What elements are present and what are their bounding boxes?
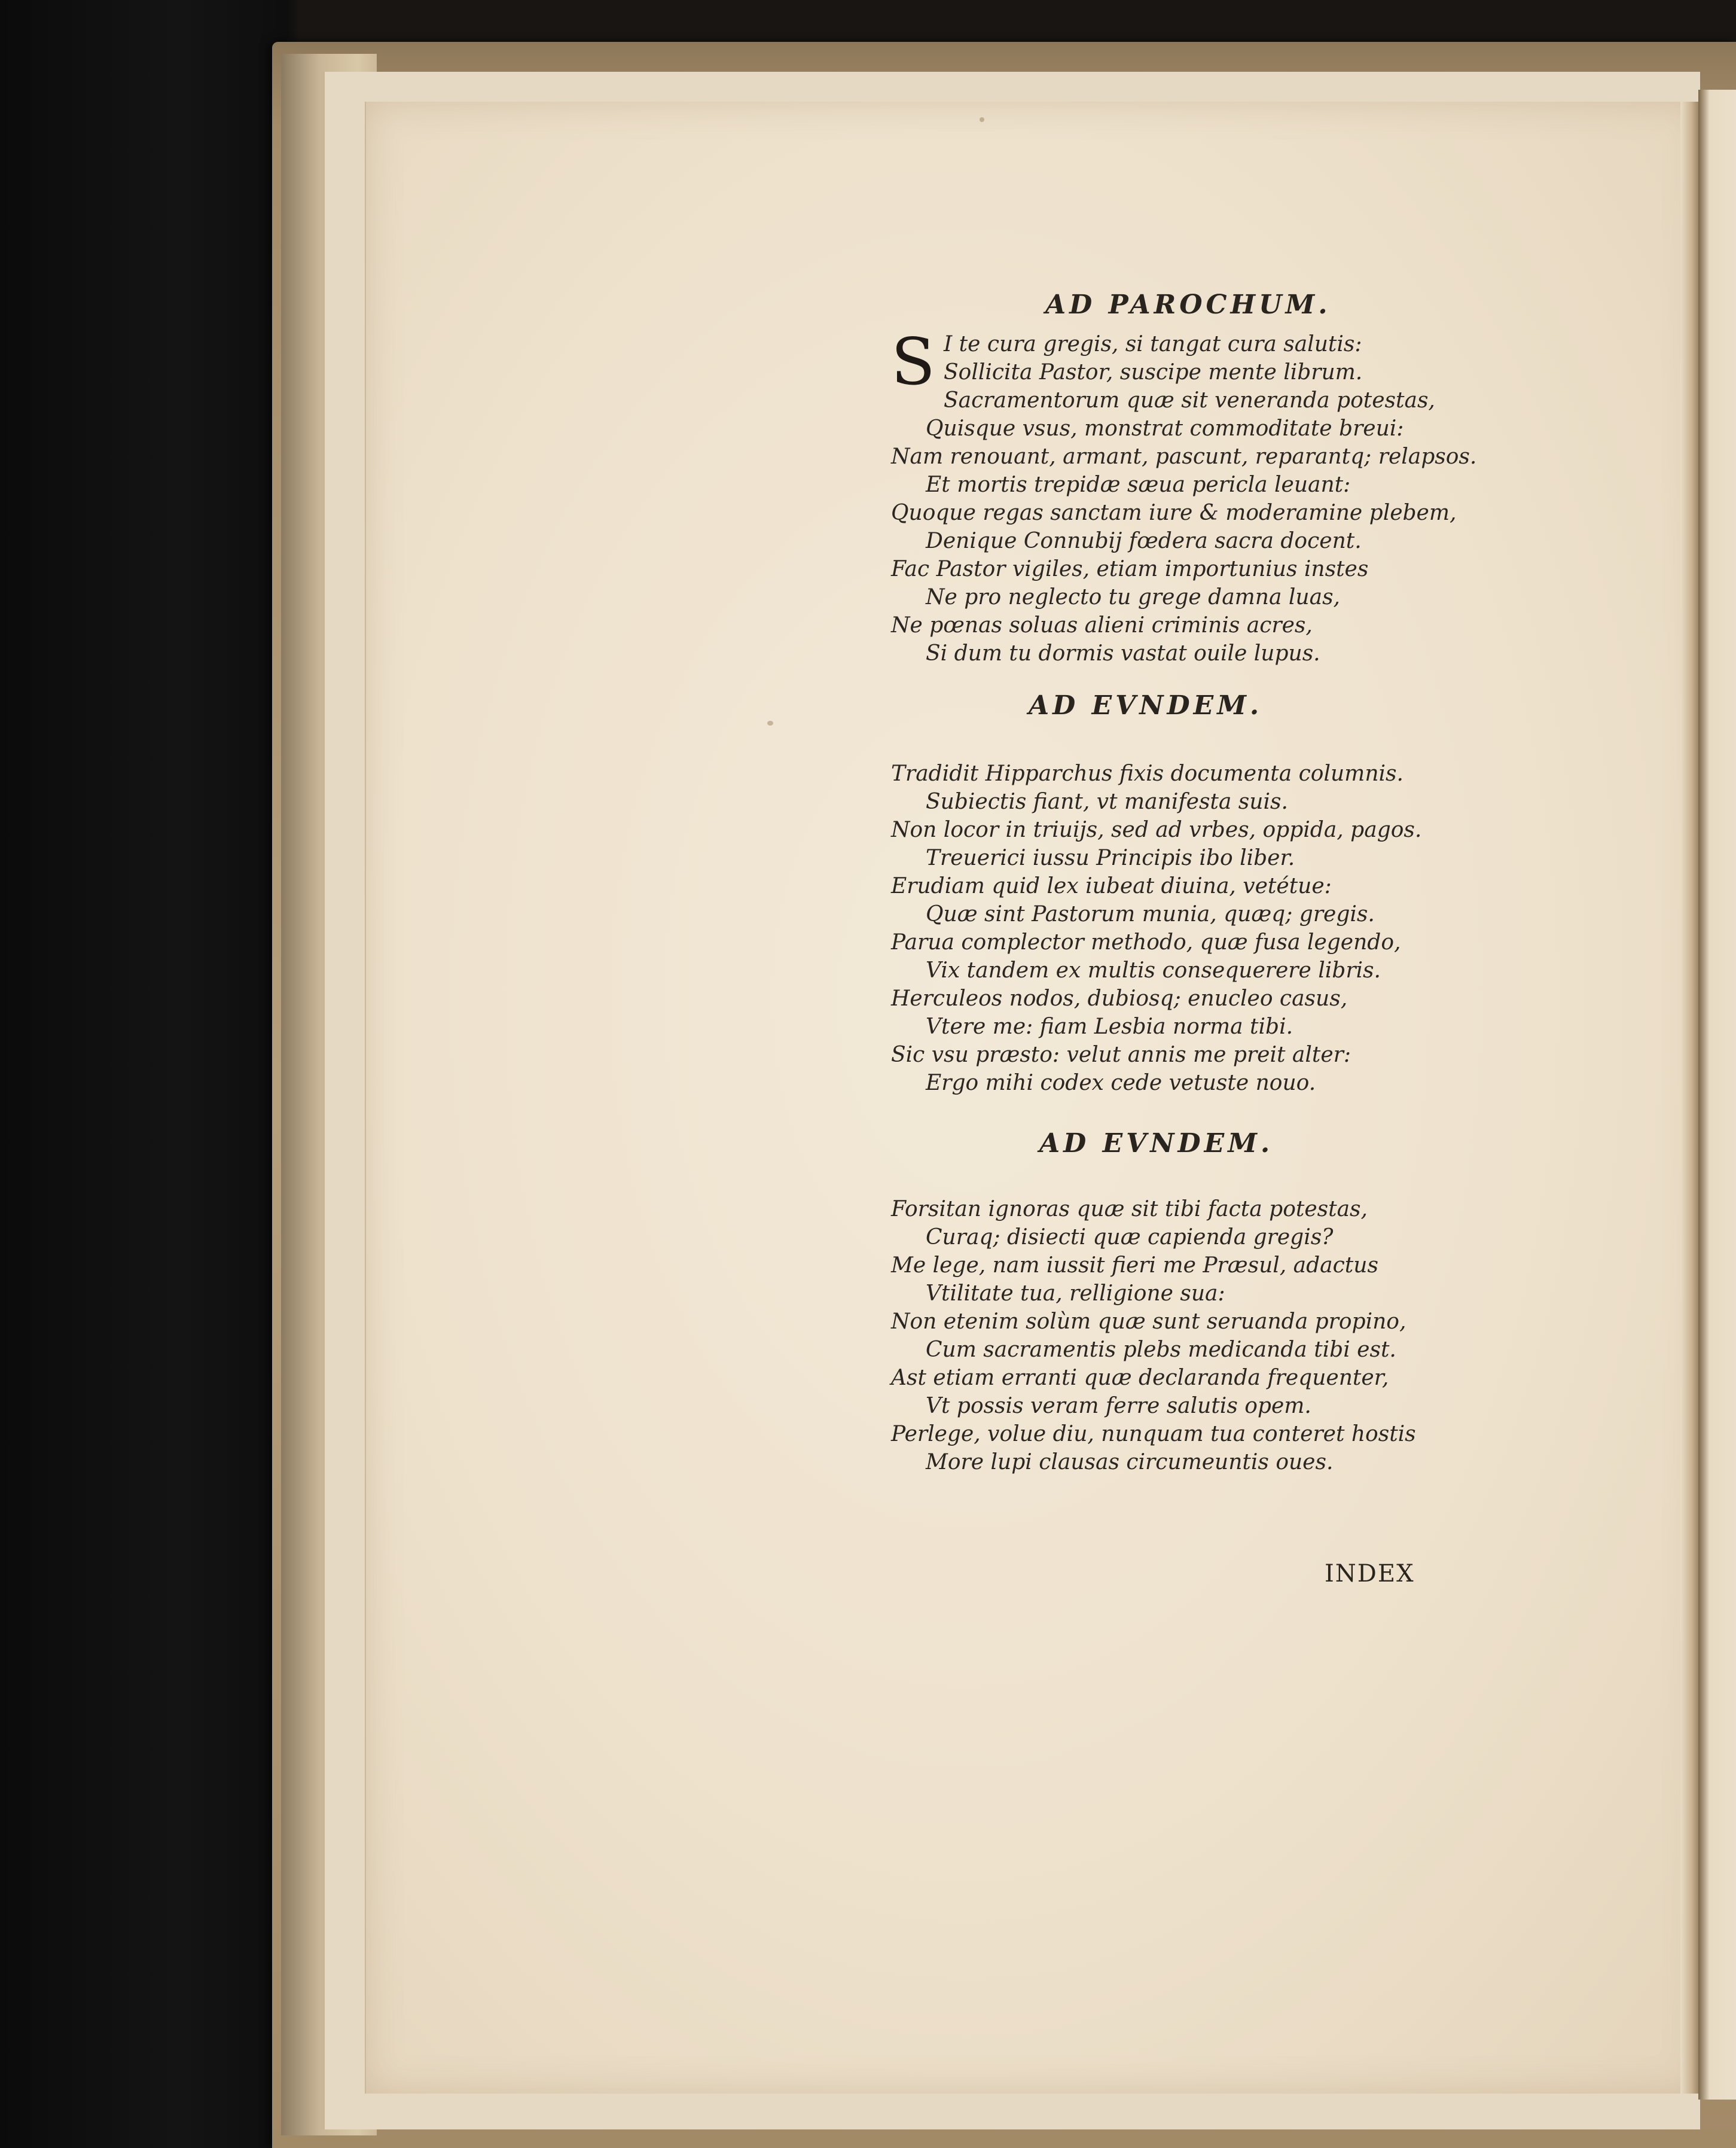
verse-line: More lupi clausas circumeuntis oues. bbox=[926, 1450, 1334, 1474]
verse-line: Perlege, volue diu, nunquam tua conteret hostis bbox=[891, 1422, 1416, 1446]
verse-line: Subiectis fiant, vt manifesta suis. bbox=[926, 790, 1288, 814]
verse-line: Ergo mihi codex cede vetuste nouo. bbox=[926, 1071, 1316, 1095]
verse-line: Si dum tu dormis vastat ouile lupus. bbox=[926, 641, 1320, 666]
verse-line: Et mortis trepidæ sæua pericla leuant: bbox=[926, 473, 1351, 497]
verse-line: Quisque vsus, monstrat commoditate breui: bbox=[926, 416, 1404, 441]
verse-line: Tradidit Hipparchus fixis documenta columnis. bbox=[891, 761, 1404, 786]
verse-line: Ne pœnas soluas alieni criminis acres, bbox=[891, 613, 1313, 638]
verse-line: Non locor in triuijs, sed ad vrbes, oppida, pagos. bbox=[891, 818, 1422, 842]
verse-line: Sic vsu præsto: velut annis me preit alter: bbox=[891, 1043, 1351, 1067]
verse-line: Ast etiam erranti quæ declaranda frequenter, bbox=[891, 1366, 1389, 1390]
verse-line: Erudiam quid lex iubeat diuina, vetétue: bbox=[891, 874, 1332, 898]
verse-line: Parua complector methodo, quæ fusa legendo, bbox=[891, 930, 1401, 955]
verse-line: Vtere me: fiam Lesbia norma tibi. bbox=[926, 1014, 1293, 1039]
drop-cap: S bbox=[891, 325, 935, 400]
facing-page-edge bbox=[1698, 90, 1736, 2100]
verse-line: Denique Connubij fœdera sacra docent. bbox=[926, 529, 1362, 553]
verse-line: Fac Pastor vigiles, etiam importunius instes bbox=[891, 557, 1369, 581]
page-gutter bbox=[1680, 102, 1698, 2094]
verse-line: Forsitan ignoras quæ sit tibi facta potestas, bbox=[891, 1197, 1368, 1221]
verse-line: Ne pro neglecto tu grege damna luas, bbox=[926, 585, 1340, 610]
poem-verse bbox=[891, 1195, 1465, 1476]
poem-verse bbox=[891, 325, 1477, 668]
verse-line: Quoque regas sanctam iure & moderamine plebem, bbox=[891, 501, 1457, 525]
verse-line: Sollicita Pastor, suscipe mente librum. bbox=[944, 360, 1363, 385]
verse-line: Non etenim solùm quæ sunt seruanda propino, bbox=[891, 1309, 1407, 1334]
verse-line: Me lege, nam iussit fieri me Præsul, adactus bbox=[891, 1253, 1378, 1278]
verse-line: S I te cura gregis, si tangat cura salutis: bbox=[891, 325, 1362, 400]
verse-line: Nam renouant, armant, pascunt, reparantq; relapsos. bbox=[891, 444, 1477, 469]
verse-line: Curaq; disiecti quæ capienda gregis? bbox=[926, 1225, 1334, 1250]
verse-line: Quæ sint Pastorum munia, quæq; gregis. bbox=[926, 902, 1375, 927]
poem-verse bbox=[891, 760, 1465, 1097]
verse-line: Cum sacramentis plebs medicanda tibi est. bbox=[926, 1337, 1396, 1362]
verse-line: Herculeos nodos, dubiosq; enucleo casus, bbox=[891, 986, 1348, 1011]
poem-heading: AD EVNDEM. bbox=[1029, 690, 1263, 721]
catchword: INDEX bbox=[1325, 1560, 1415, 1588]
poem-heading: AD PAROCHUM. bbox=[1045, 290, 1331, 320]
verse-line: Vix tandem ex multis consequerere libris. bbox=[926, 958, 1381, 983]
paper-stain bbox=[980, 117, 984, 122]
poem-heading: AD EVNDEM. bbox=[1039, 1128, 1274, 1159]
verse-line: Vtilitate tua, relligione sua: bbox=[926, 1281, 1225, 1306]
paper-stain bbox=[767, 721, 773, 726]
page-text bbox=[891, 287, 1477, 1476]
verse-line: Sacramentorum quæ sit veneranda potestas, bbox=[944, 388, 1435, 413]
verse-line: Treuerici iussu Principis ibo liber. bbox=[926, 846, 1295, 870]
verse-line: Vt possis veram ferre salutis opem. bbox=[926, 1394, 1311, 1418]
